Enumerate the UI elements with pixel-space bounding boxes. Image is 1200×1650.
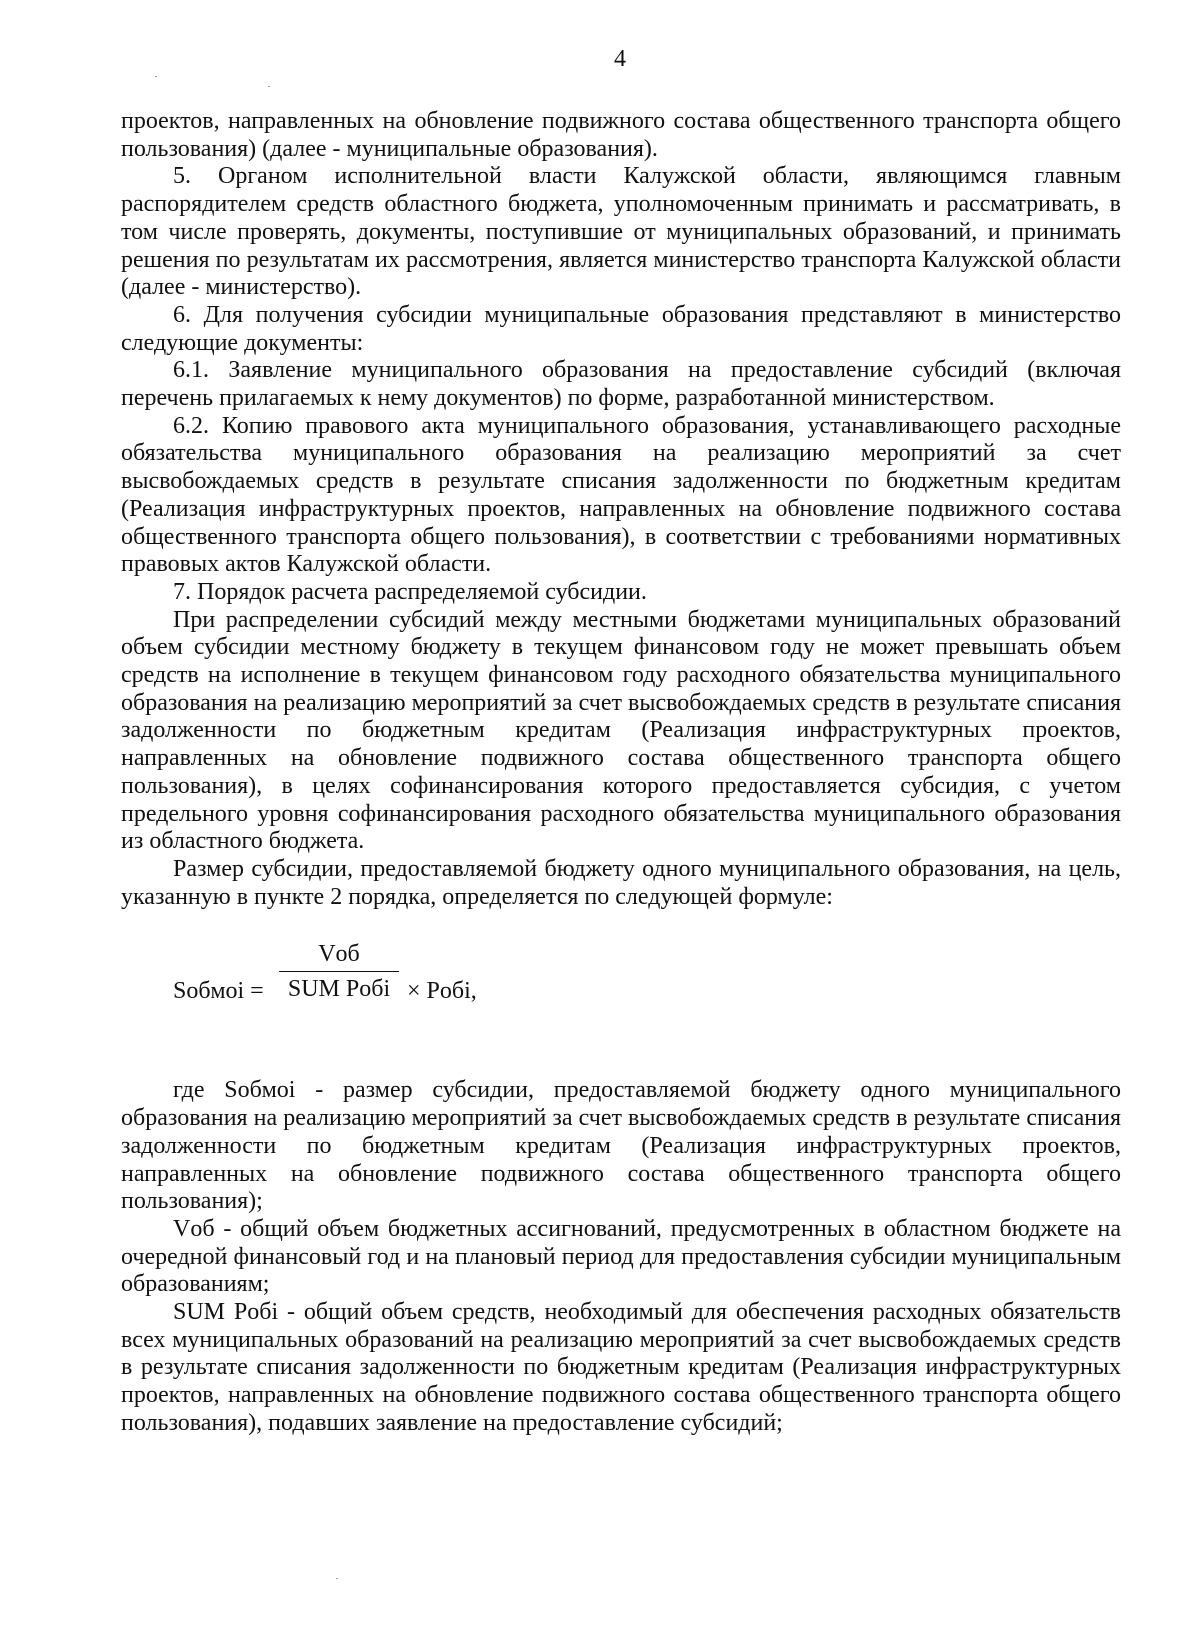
paragraph: SUM Pобi - общий объем средств, необходимый для обеспечения расходных обязательств всех муниципальных образований на реализацию мероприятий за счет высвобождаемых средств в результате списания задолженности по бюджетным кредитам (Реализация инфраструктурных проектов, направленных на обновление подвижного состава общественного транспорта общего пользования), подавших заявление на предоставление субсидий; <box>121 1299 1121 1436</box>
paragraph: 6.1. Заявление муниципального образования на предоставление субсидий (включая перечень прилагаемых к нему документов) по форме, разработанной министерством. <box>121 357 1121 412</box>
page-number: 4 <box>614 46 626 72</box>
scan-speck <box>336 1578 338 1579</box>
formula-denominator: SUM Pобi <box>287 976 391 1003</box>
formula-numerator: Vоб <box>318 941 360 968</box>
formula-rhs: × Pобi, <box>407 978 477 1005</box>
subsidy-formula <box>121 937 1121 1047</box>
paragraph: Vоб - общий объем бюджетных ассигнований, предусмотренных в областном бюджете на очередной финансовый год и на плановый период для предоставления субсидии муниципальным образованиям; <box>121 1215 1121 1298</box>
paragraph: 5. Органом исполнительной власти Калужской области, являющимся главным распорядителем средств областного бюджета, уполномоченным принимать и рассматривать, в том числе проверять, документы, поступившие от муниципальных образований, и принимать решения по результатам их рассмотрения, является министерство транспорта Калужской области (далее - министерство). <box>121 163 1121 301</box>
paragraph: 6. Для получения субсидии муниципальные образования представляют в министерство следующие документы: <box>121 301 1121 356</box>
document-body <box>121 108 1121 1438</box>
scan-speck <box>268 86 270 87</box>
paragraph: где Sобмоi - размер субсидии, предоставляемой бюджету одного муниципального образования на реализацию мероприятий за счет высвобождаемых средств в результате списания задолженности по бюджетным кредитам (Реализация инфраструктурных проектов, направленных на обновление подвижного состава общественного транспорта общего пользования); <box>121 1077 1121 1215</box>
paragraph: проектов, направленных на обновление подвижного состава общественного транспорта общего пользования) (далее - муниципальные образования). <box>121 108 1121 162</box>
paragraph: 7. Порядок расчета распределяемой субсидии. <box>173 578 647 605</box>
paragraph: Размер субсидии, предоставляемой бюджету одного муниципального образования, на цель, указанную в пункте 2 порядка, определяется по следующей формуле: <box>121 855 1121 910</box>
scan-speck <box>155 76 157 77</box>
paragraph: При распределении субсидий между местными бюджетами муниципальных образований объем субсидии местному бюджету в текущем финансовом году не может превышать объем средств на исполнение в текущем финансовом году расходного обязательства муниципального образования на реализацию мероприятий за счет высвобождаемых средств в результате списания задолженности по бюджетным кредитам (Реализация инфраструктурных проектов, направленных на обновление подвижного состава общественного транспорта общего пользования), в целях софинансирования которого предоставляется субсидия, с учетом предельного уровня софинансирования расходного обязательства муниципального образования из областного бюджета. <box>121 606 1121 855</box>
formula-fraction <box>275 937 403 1006</box>
formula-lhs: Sобмоi = <box>173 978 264 1005</box>
paragraph: 6.2. Копию правового акта муниципального образования, устанавливающего расходные обязательства муниципального образования на реализацию мероприятий за счет высвобождаемых средств в результате списания задолженности по бюджетным кредитам (Реализация инфраструктурных проектов, направленных на обновление подвижного состава общественного транспорта общего пользования), в соответствии с требованиями нормативных правовых актов Калужской области. <box>121 412 1121 578</box>
paragraphs-top <box>121 108 1121 911</box>
paragraphs-bottom <box>121 1077 1121 1437</box>
